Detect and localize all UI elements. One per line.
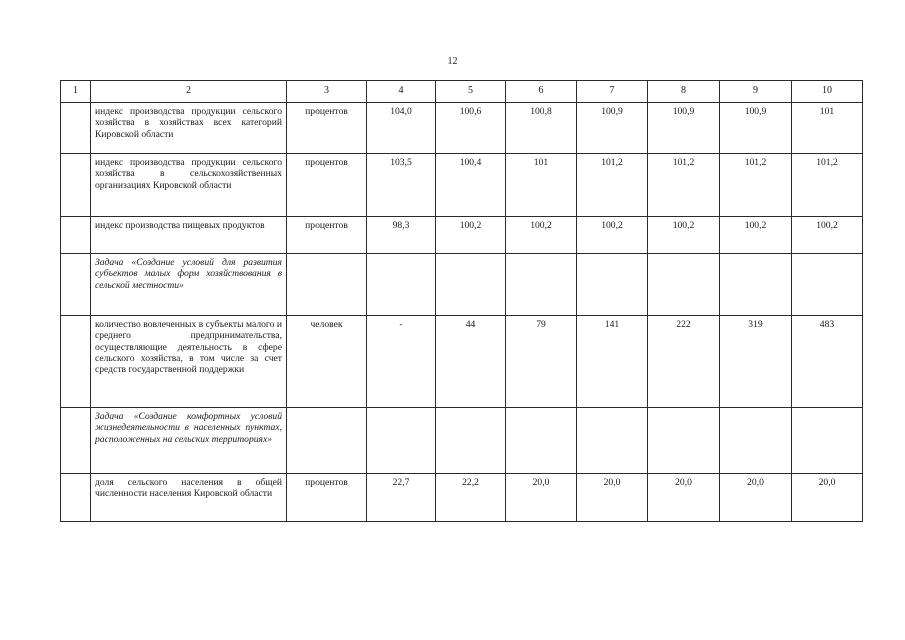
header-cell: 5 <box>436 81 506 103</box>
value-cell <box>436 408 506 474</box>
indicator-unit: процентов <box>287 217 367 254</box>
table-row <box>61 254 863 316</box>
value-cell <box>506 254 577 316</box>
value-cell: 100,2 <box>720 217 792 254</box>
indicator-unit <box>287 254 367 316</box>
value-cell: 101,2 <box>720 154 792 217</box>
value-cell: 222 <box>648 316 720 408</box>
value-cell: 100,8 <box>506 103 577 154</box>
row-number-cell <box>61 103 91 154</box>
value-cell: 20,0 <box>720 474 792 522</box>
value-cell: 100,9 <box>720 103 792 154</box>
value-cell: 44 <box>436 316 506 408</box>
value-cell: 100,2 <box>577 217 648 254</box>
value-cell <box>648 408 720 474</box>
indicators-table <box>60 80 863 522</box>
value-cell <box>436 254 506 316</box>
row-number-cell <box>61 154 91 217</box>
header-cell: 6 <box>506 81 577 103</box>
value-cell: 100,6 <box>436 103 506 154</box>
header-cell: 9 <box>720 81 792 103</box>
indicator-unit: человек <box>287 316 367 408</box>
indicator-description: индекс производства продукции сельского хозяйства в сельскохозяйственных организациях Кировской области <box>91 154 287 217</box>
value-cell: 100,2 <box>792 217 863 254</box>
page-number: 12 <box>447 56 458 67</box>
table-row <box>61 316 863 408</box>
indicator-description: индекс производства пищевых продуктов <box>91 217 287 254</box>
row-number-cell <box>61 408 91 474</box>
header-cell: 1 <box>61 81 91 103</box>
value-cell: 141 <box>577 316 648 408</box>
indicator-description: индекс производства продукции сельского хозяйства в хозяйствах всех категорий Кировской области <box>91 103 287 154</box>
header-cell: 10 <box>792 81 863 103</box>
indicator-unit: процентов <box>287 474 367 522</box>
value-cell: 100,9 <box>577 103 648 154</box>
value-cell <box>720 254 792 316</box>
value-cell <box>577 408 648 474</box>
value-cell: 100,2 <box>436 217 506 254</box>
task-heading: Задача «Создание комфортных условий жизнедеятельности в населенных пунктах, расположенных на сельских территориях» <box>91 408 287 474</box>
indicator-unit: процентов <box>287 103 367 154</box>
value-cell <box>792 408 863 474</box>
table-row <box>61 474 863 522</box>
table-row <box>61 154 863 217</box>
header-cell: 4 <box>367 81 436 103</box>
value-cell <box>792 254 863 316</box>
row-number-cell <box>61 217 91 254</box>
value-cell: 100,9 <box>648 103 720 154</box>
task-heading: Задача «Создание условий для развития субъектов малых форм хозяйствования в сельской местности» <box>91 254 287 316</box>
value-cell: 22,7 <box>367 474 436 522</box>
table-row <box>61 103 863 154</box>
value-cell: 101,2 <box>792 154 863 217</box>
value-cell: 20,0 <box>506 474 577 522</box>
header-cell: 3 <box>287 81 367 103</box>
value-cell: 101 <box>792 103 863 154</box>
value-cell: 79 <box>506 316 577 408</box>
value-cell: 101 <box>506 154 577 217</box>
value-cell: 22,2 <box>436 474 506 522</box>
table-row <box>61 217 863 254</box>
value-cell <box>506 408 577 474</box>
value-cell <box>577 254 648 316</box>
value-cell: 20,0 <box>648 474 720 522</box>
header-cell: 2 <box>91 81 287 103</box>
row-number-cell <box>61 316 91 408</box>
value-cell: 103,5 <box>367 154 436 217</box>
value-cell <box>367 254 436 316</box>
header-cell: 8 <box>648 81 720 103</box>
header-cell: 7 <box>577 81 648 103</box>
value-cell: 319 <box>720 316 792 408</box>
value-cell: 100,2 <box>506 217 577 254</box>
indicator-description: количество вовлеченных в субъекты малого и среднего предпринимательства, осуществляющие деятельность в сфере сельского хозяйства, в том числе за счет средств государственной поддержки <box>91 316 287 408</box>
table-header-row <box>61 81 863 103</box>
indicator-unit: процентов <box>287 154 367 217</box>
value-cell: 104,0 <box>367 103 436 154</box>
value-cell <box>648 254 720 316</box>
value-cell: 101,2 <box>648 154 720 217</box>
value-cell: 20,0 <box>792 474 863 522</box>
value-cell: 483 <box>792 316 863 408</box>
value-cell: 100,4 <box>436 154 506 217</box>
row-number-cell <box>61 254 91 316</box>
value-cell: 98,3 <box>367 217 436 254</box>
value-cell: - <box>367 316 436 408</box>
value-cell <box>367 408 436 474</box>
value-cell: 100,2 <box>648 217 720 254</box>
value-cell: 101,2 <box>577 154 648 217</box>
table-row <box>61 408 863 474</box>
value-cell <box>720 408 792 474</box>
indicator-unit <box>287 408 367 474</box>
value-cell: 20,0 <box>577 474 648 522</box>
row-number-cell <box>61 474 91 522</box>
indicator-description: доля сельского населения в общей численности населения Кировской области <box>91 474 287 522</box>
